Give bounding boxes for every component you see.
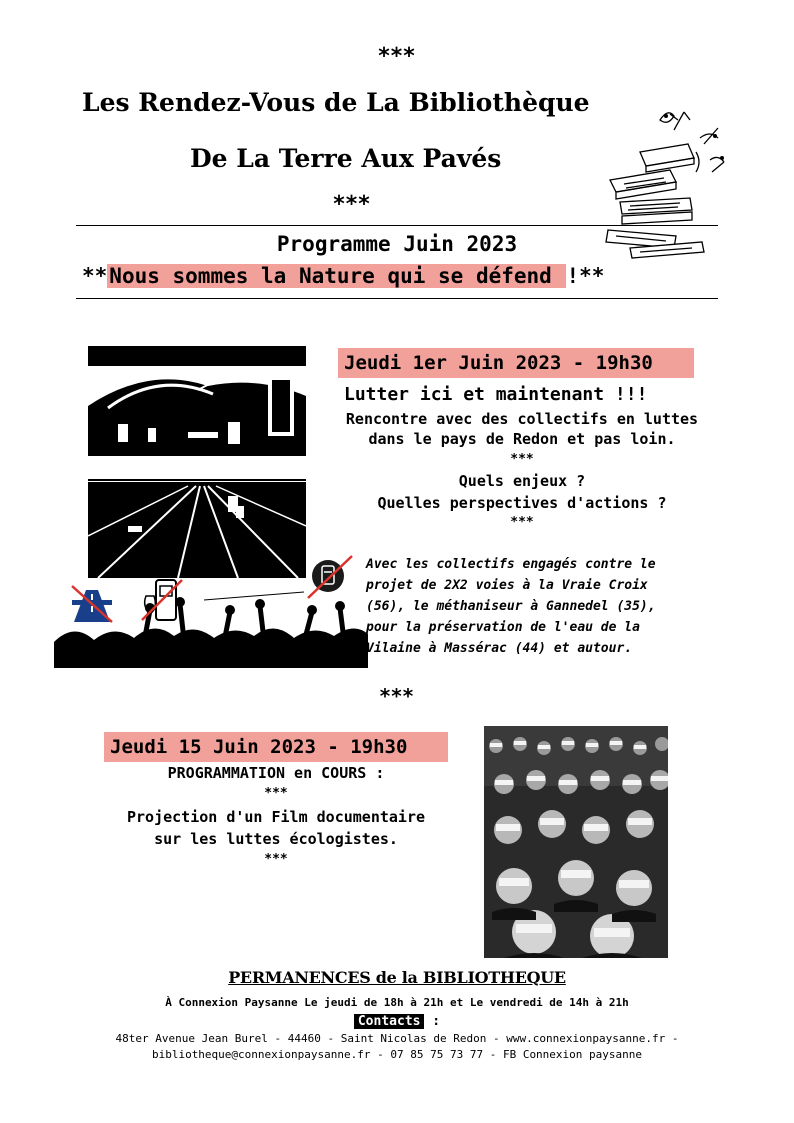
collectifs-line3: (56), le méthaniseur à Gannedel (35), xyxy=(366,599,656,614)
header-stars-bottom: *** xyxy=(333,192,371,217)
permanences-title-wrap xyxy=(0,968,794,987)
event1-collectifs xyxy=(366,554,722,659)
slogan-line xyxy=(82,264,604,288)
photo-highway xyxy=(88,466,306,578)
slogan-prefix: ** xyxy=(82,264,108,288)
title-line-2: De La Terre Aux Pavés xyxy=(190,144,502,173)
no-methaniseur-icon xyxy=(138,576,184,624)
title-line-1: Les Rendez-Vous de La Bibliothèque xyxy=(82,88,590,117)
slogan-suffix: !** xyxy=(566,264,605,288)
slogan-text: Nous sommes la Nature qui se défend xyxy=(109,264,565,288)
event2-date: Jeudi 15 Juin 2023 - 19h30 xyxy=(104,732,448,762)
contacts-heading xyxy=(0,1014,794,1029)
programme-title: Programme Juin 2023 xyxy=(276,232,518,256)
collectifs-line1: Avec les collectifs engagés contre le xyxy=(366,557,656,572)
event1-desc-line2: dans le pays de Redon et pas loin. xyxy=(368,430,676,448)
header-rule-top xyxy=(76,225,718,226)
permanences-title: PERMANENCES de la BIBLIOTHEQUE xyxy=(228,968,566,987)
event2-desc-line1: Projection d'un Film documentaire xyxy=(126,808,425,826)
event2-stars2: *** xyxy=(264,852,288,867)
event1-stars2: *** xyxy=(510,515,534,530)
no-water-icon xyxy=(302,552,356,602)
header-rule-bottom xyxy=(76,298,718,299)
contact-email-phone: bibliotheque@connexionpaysanne.fr - 07 85 75 73 77 - FB Connexion paysanne xyxy=(151,1048,643,1061)
event1-desc-line1: Rencontre avec des collectifs en luttes xyxy=(345,410,699,428)
contacts-colon: : xyxy=(424,1014,441,1029)
event2-status: PROGRAMMATION en COURS : xyxy=(167,764,385,782)
header-stars-top: *** xyxy=(378,44,416,69)
collectifs-line2: projet de 2X2 voies à la Vraie Croix xyxy=(366,578,648,593)
event1-question1: Quels enjeux ? xyxy=(458,472,586,490)
event1-headline: Lutter ici et maintenant !!! xyxy=(344,384,648,405)
contact-address: 48ter Avenue Jean Burel - 44460 - Saint Nicolas de Redon - www.connexionpaysanne.fr - xyxy=(115,1032,679,1045)
photo-hangar-protest xyxy=(88,346,306,456)
collectifs-line5: Vilaine à Massérac (44) et autour. xyxy=(366,641,633,656)
event2-stars1: *** xyxy=(264,786,288,801)
event1-question2: Quelles perspectives d'actions ? xyxy=(377,494,667,512)
section-separator-stars: *** xyxy=(379,684,415,708)
event1-stars1: *** xyxy=(510,452,534,467)
no-highway-icon xyxy=(70,584,114,624)
collectifs-line4: pour la préservation de l'eau de la xyxy=(366,620,640,635)
event1-date: Jeudi 1er Juin 2023 - 19h30 xyxy=(338,348,694,378)
contacts-label: Contacts xyxy=(354,1014,425,1029)
permanences-hours: À Connexion Paysanne Le jeudi de 18h à 21h et Le vendredi de 14h à 21h xyxy=(165,996,629,1009)
photo-cinema-audience-3d-glasses xyxy=(484,726,668,958)
event2-desc-line2: sur les luttes écologistes. xyxy=(154,830,398,848)
